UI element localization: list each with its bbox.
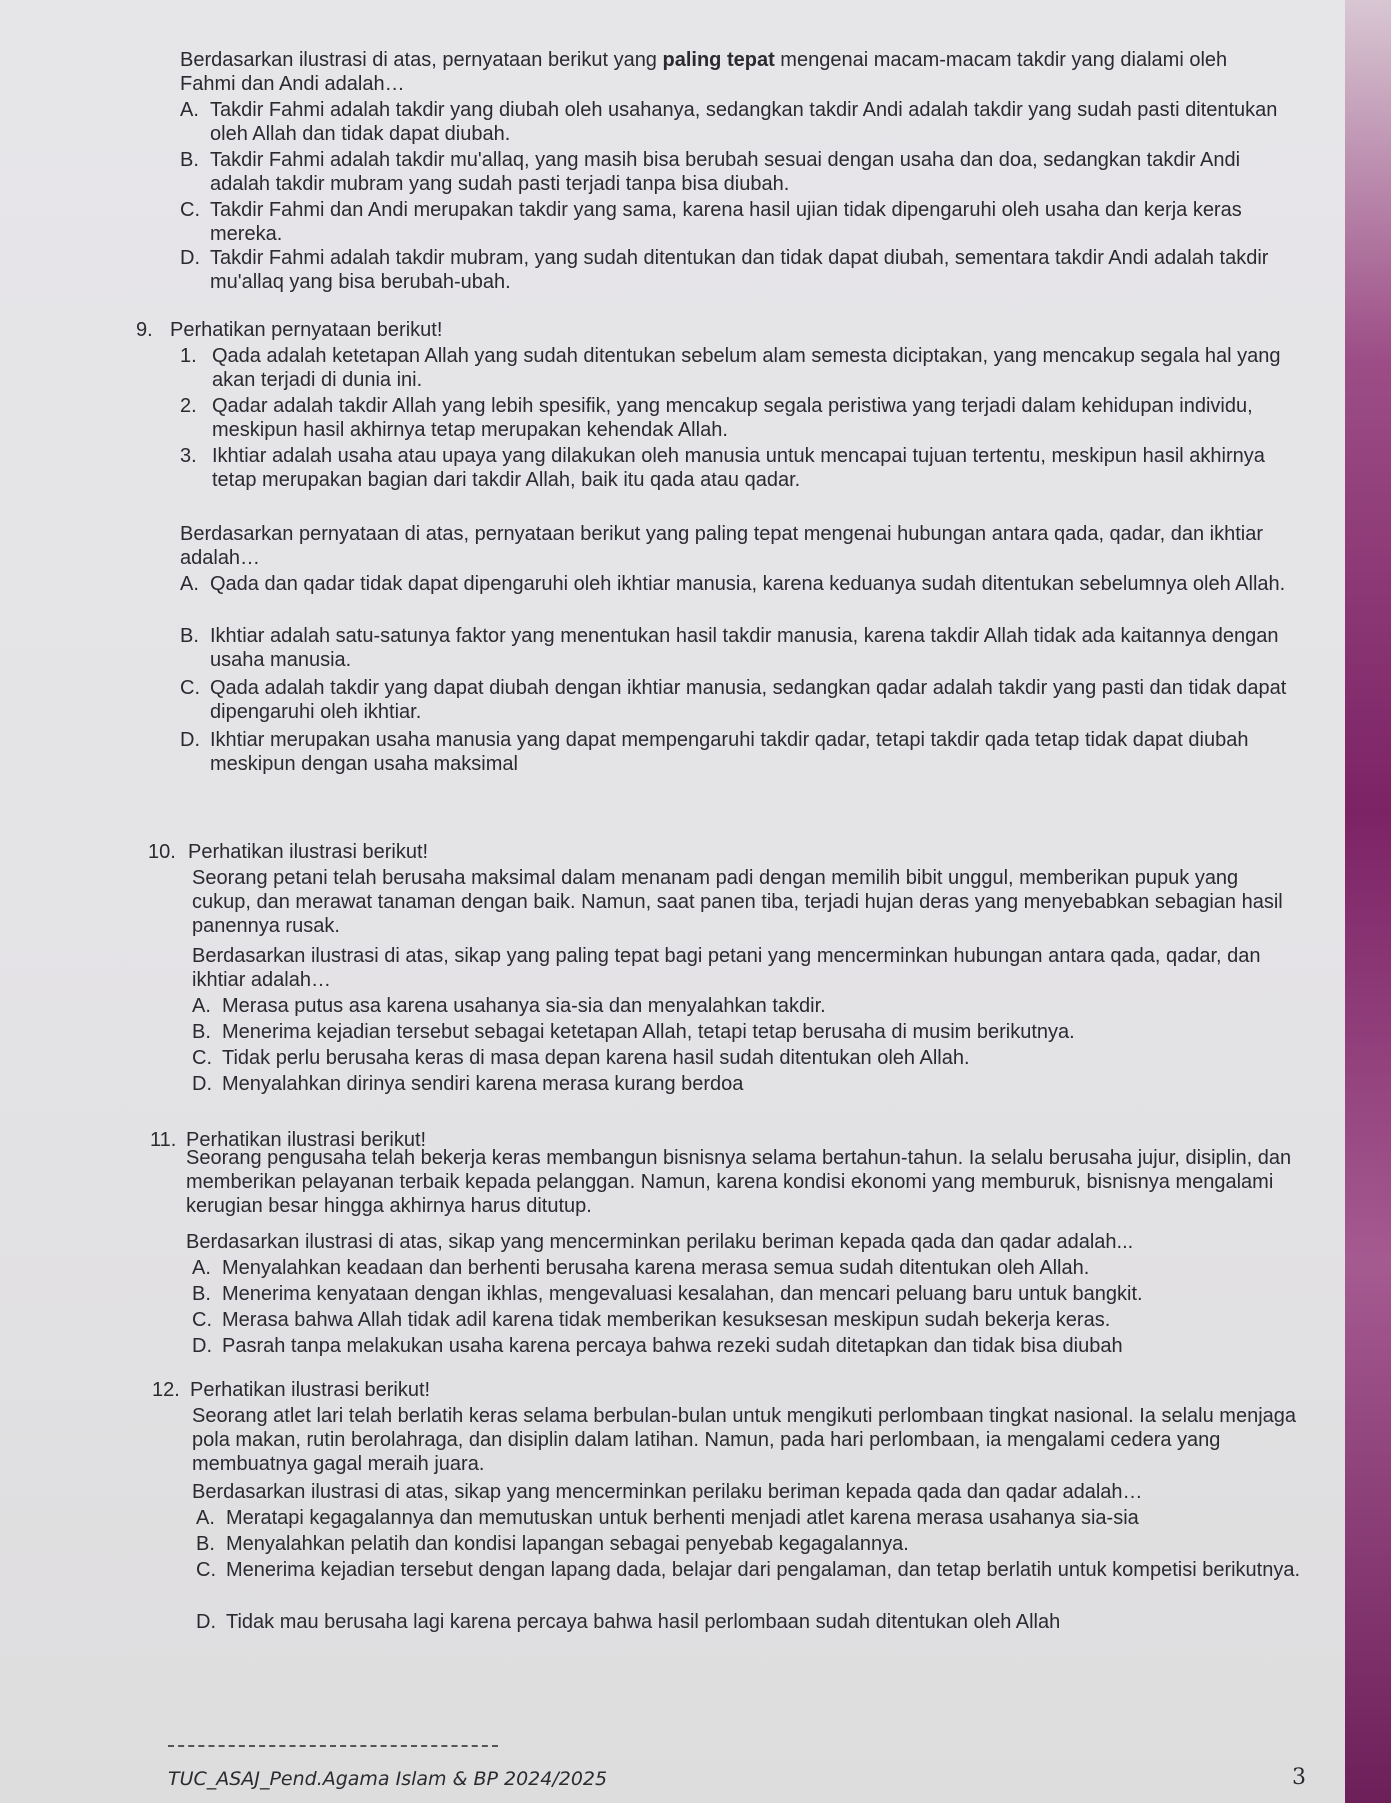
option-letter: A. <box>180 99 199 121</box>
footer-course-label: TUC_ASAJ_Pend.Agama Islam & BP 2024/2025 <box>168 1768 608 1790</box>
q12-illustration: Seorang atlet lari telah berlatih keras selama berbulan-bulan untuk mengikuti perlombaan tingkat nasional. Ia selalu menjaga pola makan, rutin berolahraga, dan disiplin dalam latihan. Namun, pada hari perlombaan, ia mengalami cedera yang membuatnya gagal meraih juara. <box>192 1405 1297 1475</box>
option-letter: B. <box>196 1533 215 1555</box>
q10-number: 10. <box>148 841 176 863</box>
option-text: Takdir Fahmi adalah takdir mubram, yang sudah ditentukan dan tidak dapat diubah, sementara takdir Andi adalah takdir mu'allaq yang bisa berubah-ubah. <box>210 247 1269 293</box>
statement-text: Ikhtiar adalah usaha atau upaya yang dilakukan oleh manusia untuk mencapai tujuan tertentu, meskipun hasil akhirnya tetap merupakan bagian dari takdir Allah, baik itu qada atau qadar. <box>212 445 1265 491</box>
option-text: Menyalahkan dirinya sendiri karena merasa kurang berdoa <box>222 1073 744 1095</box>
option-text: Tidak mau berusaha lagi karena percaya bahwa hasil perlombaan sudah ditentukan oleh Allah <box>226 1611 1061 1633</box>
statement-text: Qadar adalah takdir Allah yang lebih spesifik, yang mencakup segala peristiwa yang terjadi dalam kehidupan individu, meskipun hasil akhirnya tetap merupakan kehendak Allah. <box>212 395 1253 441</box>
option-text: Merasa bahwa Allah tidak adil karena tidak memberikan kesuksesan meskipun sudah bekerja keras. <box>222 1309 1111 1331</box>
q10-stem: Berdasarkan ilustrasi di atas, sikap yang paling tepat bagi petani yang mencerminkan hubungan antara qada, qadar, dan ikhtiar adalah… <box>192 945 1261 991</box>
q10-heading: Perhatikan ilustrasi berikut! <box>188 841 429 863</box>
q9-number: 9. <box>136 319 153 341</box>
statement-number: 1. <box>180 345 197 367</box>
option-text: Tidak perlu berusaha keras di masa depan karena hasil sudah ditentukan oleh Allah. <box>222 1047 970 1069</box>
option-letter: C. <box>180 677 200 699</box>
q8-stem-part-a: Berdasarkan ilustrasi di atas, pernyataan berikut yang <box>180 49 663 71</box>
statement-number: 3. <box>180 445 197 467</box>
page-number: 3 <box>1292 1765 1306 1790</box>
option-letter: B. <box>192 1021 211 1043</box>
option-letter: C. <box>192 1309 212 1331</box>
option-letter: A. <box>192 1257 211 1279</box>
option-text: Qada adalah takdir yang dapat diubah dengan ikhtiar manusia, sedangkan qadar adalah takdir yang pasti dan tidak dapat dipengaruhi oleh ikhtiar. <box>210 677 1287 723</box>
q12-number: 12. <box>152 1379 180 1401</box>
option-letter: A. <box>196 1507 215 1529</box>
statement-number: 2. <box>180 395 197 417</box>
q12-stem: Berdasarkan ilustrasi di atas, sikap yang mencerminkan perilaku beriman kepada qada dan qadar adalah… <box>192 1481 1143 1503</box>
option-text: Takdir Fahmi dan Andi merupakan takdir yang sama, karena hasil ujian tidak dipengaruhi oleh usaha dan kerja keras mereka. <box>210 199 1242 245</box>
option-text: Menyalahkan pelatih dan kondisi lapangan sebagai penyebab kegagalannya. <box>226 1533 909 1555</box>
option-text: Menerima kejadian tersebut dengan lapang dada, belajar dari pengalaman, dan tetap berlatih untuk kompetisi berikutnya. <box>226 1559 1301 1581</box>
option-letter: B. <box>180 149 199 171</box>
option-letter: D. <box>180 729 200 751</box>
option-letter: C. <box>180 199 200 221</box>
option-letter: B. <box>192 1283 211 1305</box>
option-letter: C. <box>196 1559 216 1581</box>
option-letter: C. <box>192 1047 212 1069</box>
option-letter: D. <box>196 1611 216 1633</box>
option-letter: A. <box>192 995 211 1017</box>
statement-text: Qada adalah ketetapan Allah yang sudah ditentukan sebelum alam semesta diciptakan, yang mencakup segala hal yang akan terjadi di dunia ini. <box>212 345 1281 391</box>
q12-heading: Perhatikan ilustrasi berikut! <box>190 1379 431 1401</box>
option-text: Merasa putus asa karena usahanya sia-sia dan menyalahkan takdir. <box>222 995 826 1017</box>
option-letter: A. <box>180 573 199 595</box>
q10-illustration: Seorang petani telah berusaha maksimal dalam menanam padi dengan memilih bibit unggul, memberikan pupuk yang cukup, dan merawat tanaman dengan baik. Namun, saat panen tiba, terjadi hujan deras yang menyebabkan sebagian hasil panennya rusak. <box>192 867 1283 937</box>
q11-heading: Perhatikan ilustrasi berikut! <box>186 1129 427 1151</box>
footer-divider <box>168 1745 498 1747</box>
q8-stem-part-b: mengenai macam-macam takdir yang dialami oleh Fahmi dan Andi adalah… <box>180 49 1228 95</box>
option-letter: D. <box>192 1073 212 1095</box>
option-letter: B. <box>180 625 199 647</box>
option-text: Ikhtiar adalah satu-satunya faktor yang menentukan hasil takdir manusia, karena takdir Allah tidak ada kaitannya dengan usaha manusia. <box>210 625 1279 671</box>
option-letter: D. <box>180 247 200 269</box>
q8-stem-bold: paling tepat <box>662 49 775 71</box>
option-text: Takdir Fahmi adalah takdir yang diubah oleh usahanya, sedangkan takdir Andi adalah takdir yang sudah pasti ditentukan oleh Allah dan tidak dapat diubah. <box>210 99 1278 145</box>
option-text: Meratapi kegagalannya dan memutuskan untuk berhenti menjadi atlet karena merasa usahanya sia-sia <box>226 1507 1139 1529</box>
option-letter: D. <box>192 1335 212 1357</box>
q11-illustration: Seorang pengusaha telah bekerja keras membangun bisnisnya selama bertahun-tahun. Ia selalu berusaha jujur, disiplin, dan memberikan pelayanan terbaik kepada pelanggan. Namun, karena kondisi ekonomi yang memburuk, bisnisnya mengalami kerugian besar hingga akhirnya harus ditutup. <box>186 1147 1292 1217</box>
option-text: Takdir Fahmi adalah takdir mu'allaq, yang masih bisa berubah sesuai dengan usaha dan doa, sedangkan takdir Andi adalah takdir mubram yang sudah pasti terjadi tanpa bisa diubah. <box>210 149 1241 195</box>
q9-stem: Berdasarkan pernyataan di atas, pernyataan berikut yang paling tepat mengenai hubungan antara qada, qadar, dan ikhtiar adalah… <box>180 523 1263 569</box>
option-text: Pasrah tanpa melakukan usaha karena percaya bahwa rezeki sudah ditetapkan dan tidak bisa diubah <box>222 1335 1123 1357</box>
q11-number: 11. <box>150 1129 177 1151</box>
option-text: Menerima kejadian tersebut sebagai ketetapan Allah, tetapi tetap berusaha di musim berikutnya. <box>222 1021 1075 1043</box>
option-text: Menyalahkan keadaan dan berhenti berusaha karena merasa semua sudah ditentukan oleh Allah. <box>222 1257 1090 1279</box>
option-text: Qada dan qadar tidak dapat dipengaruhi oleh ikhtiar manusia, karena keduanya sudah ditentukan sebelumnya oleh Allah. <box>210 573 1286 595</box>
q9-heading: Perhatikan pernyataan berikut! <box>170 319 443 341</box>
q8-stem <box>180 48 1280 96</box>
option-text: Menerima kenyataan dengan ikhlas, mengevaluasi kesalahan, dan mencari peluang baru untuk bangkit. <box>222 1283 1143 1305</box>
q11-stem: Berdasarkan ilustrasi di atas, sikap yang mencerminkan perilaku beriman kepada qada dan qadar adalah... <box>186 1231 1134 1253</box>
option-text: Ikhtiar merupakan usaha manusia yang dapat mempengaruhi takdir qadar, tetapi takdir qada tetap tidak dapat diubah meskipun dengan usaha maksimal <box>210 729 1249 775</box>
